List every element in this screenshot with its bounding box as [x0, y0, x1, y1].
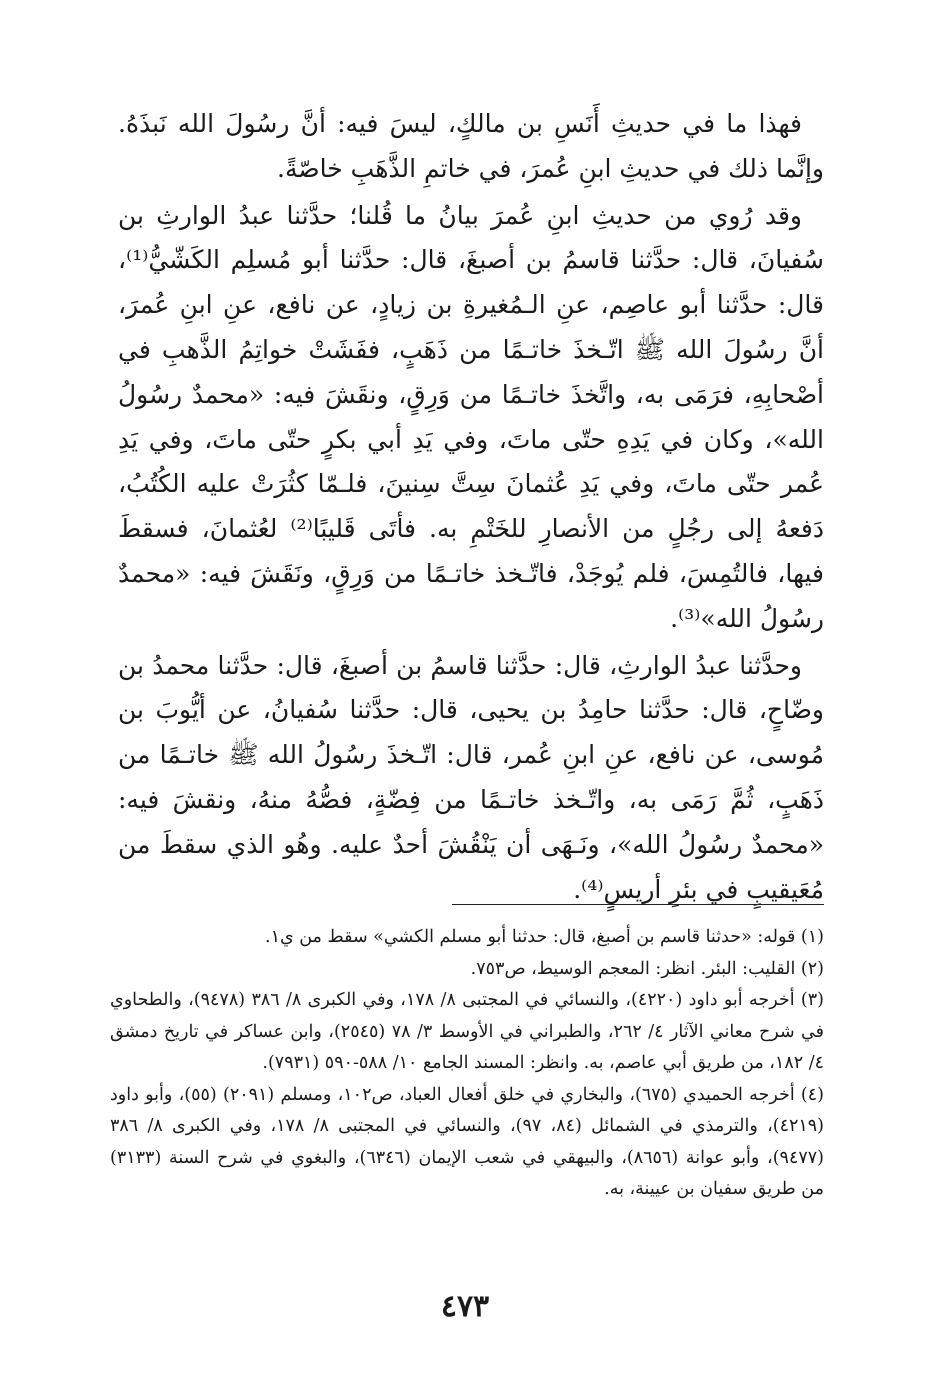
main-text: [118, 102, 824, 912]
footnote-separator: [452, 904, 824, 905]
footnote-4: (٤) أخرجه الحميدي (٦٧٥)، والبخاري في خلق أفعال العباد، ص١٠٢، ومسلم (٢٠٩١) (٥٥)، وأبو داود (٤٢١٩)، والترمذي في الشمائل (٨٤، ٩٧)، والنسائي في المجتبى ٨/ ١٧٨، وفي الكبرى ٨/ ٣٨٦ (٩٤٧٧)، وأبو عوانة (٨٦٥٦)، والبيهقي في شعب الإيمان (٦٣٤٦)، والبغوي في شرح السنة (٣١٣٣) من طريق سفيان بن عيينة، به.: [110, 1084, 824, 1199]
paragraph-1: فهذا ما في حديثِ أَنَسِ بن مالكٍ، ليسَ فيه: أنَّ رسُولَ الله نَبذَهُ. وإنَّما ذلك في حديثِ ابنِ عُمرَ، في خاتمِ الذَّهَبِ خاصّةً.: [118, 109, 824, 183]
page-number: ٤٧٣: [440, 1289, 490, 1324]
footnote-2: (٢) القليب: البئر. انظر: المعجم الوسيط، ص٧٥٣.: [470, 958, 824, 979]
footnote-3: (٣) أخرجه أبو داود (٤٢٢٠)، والنسائي في المجتبى ٨/ ١٧٨، وفي الكبرى ٨/ ٣٨٦ (٩٤٧٨)، والطحاوي في شرح معاني الآثار ٤/ ٢٦٢، والطبراني في الأوسط ٣/ ٧٨ (٢٥٤٥)، وابن عساكر في تاريخ دمشق ٤/ ١٨٢، من طريق أبي عاصم، به. وانظر: المسند الجامع ١٠/ ٥٨٨-٥٩٠ (٧٩٣١).: [110, 990, 825, 1073]
paragraph-2: وقد رُوي من حديثِ ابنِ عُمرَ بيانُ ما قُلنا؛ حدَّثنا عبدُ الوارثِ بن سُفيانَ، قال: حدَّثنا قاسمُ بن أصبغَ، قال: حدَّثنا أبو مُسلِم الكَشّيُّ⁽¹⁾، قال: حدَّثنا أبو عاصِم، عنِ الـمُغيرةِ بن زيادٍ، عن نافع، عنِ ابنِ عُمرَ، أنَّ رسُولَ الله ﷺ اتّـخذَ خاتـمًا من ذَهَبٍ، ففَشَتْ خواتِمُ الذَّهبِ في أصْحابِهِ، فرَمَى به، واتَّخذَ خاتـمًا من وَرِقٍ، ونقَشَ فيه: «محمدٌ رسُولُ الله»، وكان في يَدِهِ حتّى ماتَ، وفي يَدِ أبي بكرٍ حتّى ماتَ، وفي يَدِ عُمر حتّى ماتَ، وفي يَدِ عُثمانَ سِتَّ سِنينَ، فلـمّا كثُرَتْ عليه الكُتُبُ، دَفعهُ إلى رجُلٍ من الأنصارِ للخَتْمِ به. فأتَى قَليبًا⁽²⁾ لعُثمانَ، فسقطَ فيها، فالتُمِسَ، فلم يُوجَدْ، فاتّـخذ خاتـمًا من وَرِقٍ، ونَقَشَ فيه: «محمدٌ رسُولُ الله»⁽³⁾.: [118, 200, 824, 633]
footnote-1: (١) قوله: «حدثنا قاسم بن أصبغ، قال: حدثنا أبو مسلم الكشي» سقط من ي١.: [264, 927, 824, 947]
footnotes: [110, 922, 824, 1206]
paragraph-3: وحدَّثنا عبدُ الوارثِ، قال: حدَّثنا قاسمُ بن أصبغَ، قال: حدَّثنا محمدُ بن وضّاحٍ، قال: حدَّثنا حامِدُ بن يحيى، قال: حدَّثنا سُفيانُ، عن أيُّوبَ بن مُوسى، عن نافع، عنِ ابنِ عُمر، قال: اتّـخذَ رسُولُ الله ﷺ خاتـمًا من ذَهَبٍ، ثُمَّ رَمَى به، واتّـخذ خاتـمًا من فِضّةٍ، فصُّهُ منهُ، ونقشَ فيه: «محمدٌ رسُولُ الله»، ونَـهَى أن يَنْقُشَ أحدٌ عليه. وهُو الذي سقطَ من مُعَيقيبٍ في بئرِ أريسٍ⁽⁴⁾.: [118, 650, 824, 904]
